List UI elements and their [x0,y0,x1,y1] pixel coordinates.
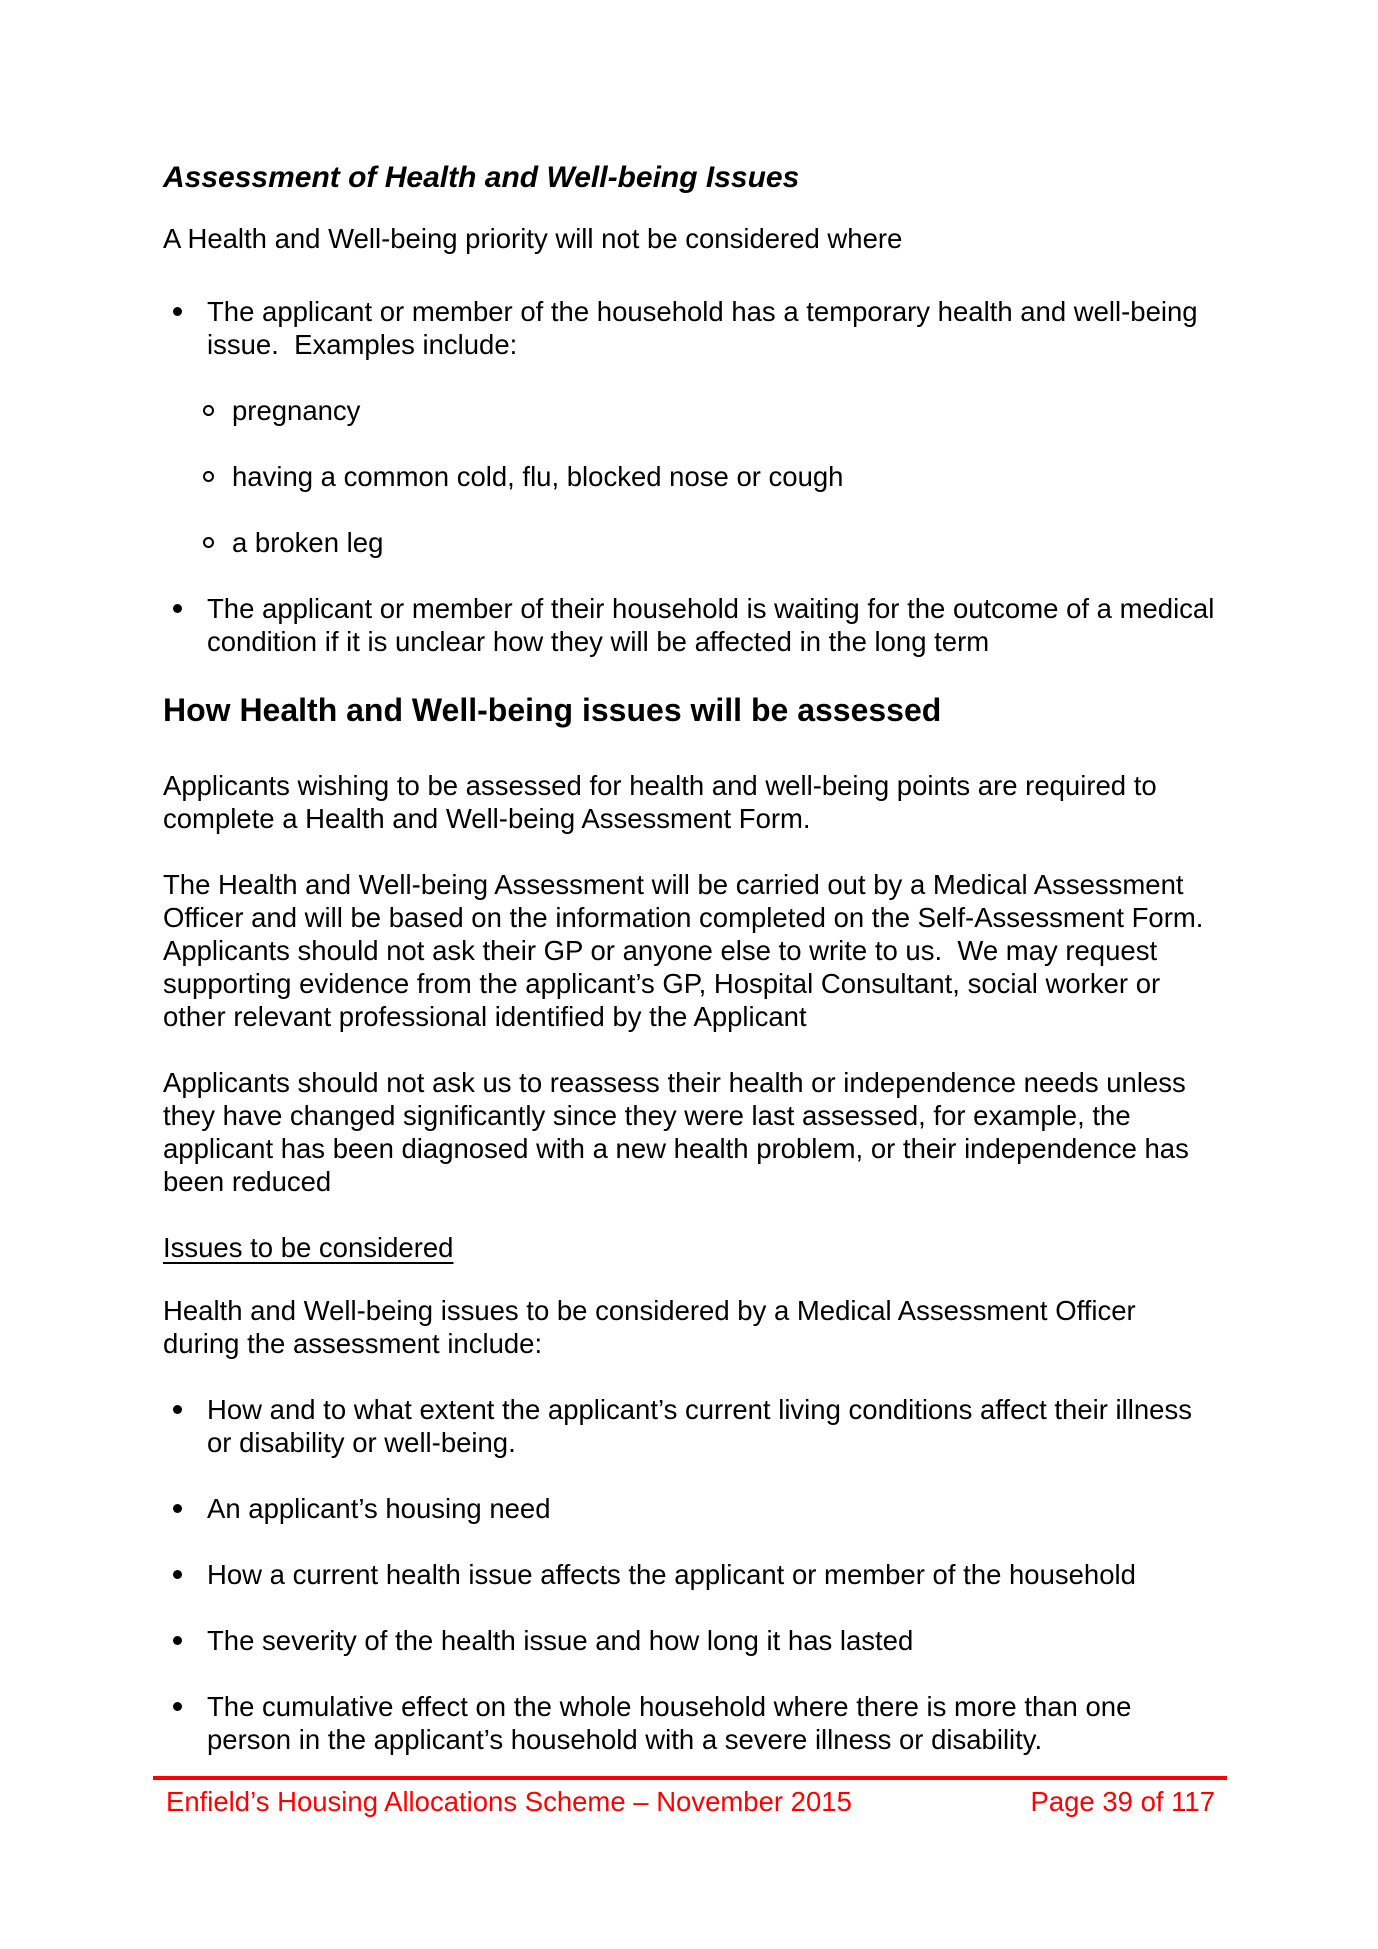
list-item [163,1558,1215,1591]
bullet-dot-icon [173,1570,182,1579]
subsection-heading: Issues to be considered [163,1232,454,1263]
list-item-text: An applicant’s housing need [207,1493,551,1524]
body-paragraph: Applicants wishing to be assessed for health and well-being points are required to complete a Health and Well-being Assessment Form. [163,770,1165,834]
list-item [163,1492,1215,1525]
list-item [163,592,1222,658]
circle-bullet-icon [203,471,214,482]
bullet-dot-icon [173,1702,182,1711]
bullet-dot-icon [173,307,182,316]
list-item-text: The applicant or member of the household has a temporary health and well-being issue. Examples include: [207,296,1206,360]
list-item [163,1393,1215,1459]
issues-intro-paragraph: Health and Well-being issues to be considered by a Medical Assessment Officer during the assessment include: [163,1295,1144,1359]
list-item [163,1624,1215,1657]
list-item [163,295,1215,361]
list-item-text: How a current health issue affects the applicant or member of the household [207,1559,1136,1590]
list-item-text: The applicant or member of their household is waiting for the outcome of a medical condition if it is unclear how they will be affected in the long term [207,593,1222,657]
body-paragraph: Applicants should not ask us to reassess their health or independence needs unless they have changed significantly since they were last assessed, for example, the applicant has been diagnosed with a new health problem, or their independence has been reduced [163,1067,1197,1197]
bullet-dot-icon [173,1504,182,1513]
list-item-text: a broken leg [232,527,384,558]
footer-page-number: Page 39 of 117 [1030,1786,1215,1817]
list-item-text: pregnancy [232,395,361,426]
list-item [163,526,1215,559]
bullet-dot-icon [173,1636,182,1645]
document-content [163,160,1222,1789]
list-item-text: How and to what extent the applicant’s current living conditions affect their illness or disability or well-being. [207,1394,1200,1458]
page-title: Assessment of Health and Well-being Issues [163,161,800,194]
list-item [163,460,1215,493]
section-heading: How Health and Well-being issues will be assessed [163,692,942,728]
list-item [163,394,1215,427]
footer-document-title: Enfield’s Housing Allocations Scheme – November 2015 [166,1786,852,1817]
list-item-text: The cumulative effect on the whole household where there is more than one person in the applicant’s household with a severe illness or disability. [207,1691,1140,1755]
circle-bullet-icon [203,537,214,548]
bullet-dot-icon [173,604,182,613]
circle-bullet-icon [203,405,214,416]
body-paragraph: The Health and Well-being Assessment will be carried out by a Medical Assessment Officer and will be based on the information completed on the Self-Assessment Form. Applicants should not ask their GP or anyone else to write to us. We may request supporting evidence from the applicant’s GP, Hospital Consultant, social worker or other relevant professional identified by the Applicant [163,869,1218,1032]
list-item-text: having a common cold, flu, blocked nose or cough [232,461,844,492]
bullet-dot-icon [173,1405,182,1414]
list-item [163,1690,1215,1756]
list-item-text: The severity of the health issue and how long it has lasted [207,1625,914,1656]
intro-paragraph: A Health and Well-being priority will not be considered where [163,223,903,254]
page-footer [153,1776,1227,1818]
